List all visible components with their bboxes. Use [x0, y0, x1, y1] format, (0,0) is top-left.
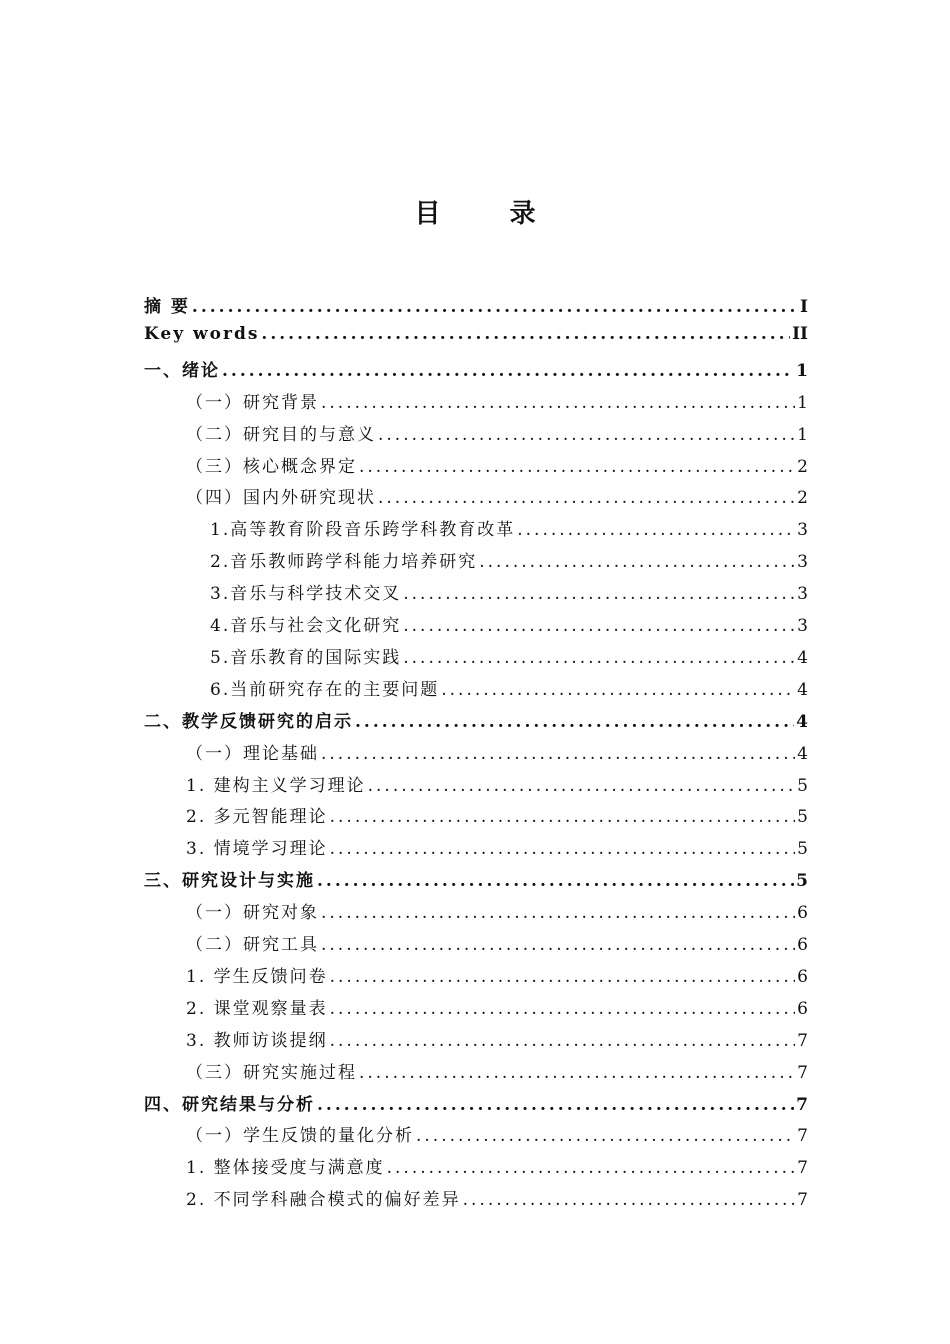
toc-entry-page-number: 5: [796, 871, 808, 891]
toc-entry-page-number: 2: [797, 488, 808, 508]
toc-entry[interactable]: [144, 292, 808, 316]
toc-entry[interactable]: [144, 324, 808, 348]
toc-entry-label: （四）国内外研究现状: [186, 488, 376, 508]
toc-leader-dots: [330, 967, 796, 987]
toc-entry-label: 2. 多元智能理论: [186, 807, 328, 827]
toc-entry-label: 2.音乐教师跨学科能力培养研究: [210, 552, 478, 572]
toc-entry[interactable]: [144, 356, 808, 380]
toc-entry-label: （三）研究实施过程: [186, 1063, 357, 1083]
toc-leader-dots: [317, 1095, 794, 1115]
toc-entry[interactable]: [186, 1026, 808, 1050]
toc-entry-page-number: 1: [796, 361, 808, 381]
toc-entry-page-number: 7: [797, 1190, 808, 1210]
toc-leader-dots: [517, 520, 795, 540]
toc-entry-label: 3.音乐与科学技术交叉: [210, 584, 402, 604]
toc-entry[interactable]: [186, 930, 808, 954]
toc-entry[interactable]: [144, 1090, 808, 1114]
toc-entry-label: （一）学生反馈的量化分析: [186, 1126, 414, 1146]
toc-leader-dots: [321, 393, 795, 413]
toc-entry-page-number: 4: [797, 744, 808, 764]
toc-entry-label: 三、研究设计与实施: [144, 871, 315, 891]
toc-entry-label: 3. 教师访谈提纲: [186, 1031, 328, 1051]
toc-leader-dots: [479, 552, 795, 572]
toc-entry-label: 1. 整体接受度与满意度: [186, 1158, 385, 1178]
toc-leader-dots: [317, 871, 794, 891]
toc-leader-dots: [330, 807, 796, 827]
toc-entry-label: 1. 学生反馈问卷: [186, 967, 328, 987]
toc-leader-dots: [355, 712, 794, 732]
toc-leader-dots: [321, 903, 795, 923]
toc-entry-label: （二）研究工具: [186, 935, 319, 955]
toc-leader-dots: [378, 425, 795, 445]
toc-entry[interactable]: [186, 834, 808, 858]
toc-entry-label: 5.音乐教育的国际实践: [210, 648, 402, 668]
toc-entry[interactable]: [186, 994, 808, 1018]
toc-leader-dots: [261, 324, 790, 344]
toc-entry[interactable]: [210, 611, 808, 635]
toc-entry[interactable]: [144, 707, 808, 731]
toc-entry[interactable]: [186, 1121, 808, 1145]
toc-entry[interactable]: [210, 515, 808, 539]
toc-entry-label: 一、绪论: [144, 361, 220, 381]
toc-entry-label: （二）研究目的与意义: [186, 425, 376, 445]
toc-entry[interactable]: [144, 866, 808, 890]
toc-entry-label: 2. 不同学科融合模式的偏好差异: [186, 1190, 461, 1210]
toc-leader-dots: [192, 297, 798, 317]
toc-leader-dots: [330, 839, 796, 859]
toc-entry-page-number: I: [800, 297, 808, 317]
toc-entry[interactable]: [186, 739, 808, 763]
toc-leader-dots: [387, 1158, 796, 1178]
toc-entry[interactable]: [210, 643, 808, 667]
toc-entry-page-number: 1: [797, 425, 808, 445]
toc-entry-page-number: 2: [797, 457, 808, 477]
toc-entry-page-number: 7: [797, 1158, 808, 1178]
toc-leader-dots: [403, 584, 795, 604]
toc-leader-dots: [378, 488, 795, 508]
toc-entry-label: 6.当前研究存在的主要问题: [210, 680, 440, 700]
toc-leader-dots: [441, 680, 795, 700]
toc-entry[interactable]: [186, 388, 808, 412]
toc-entry[interactable]: [186, 1185, 808, 1209]
toc-entry-page-number: 3: [797, 552, 808, 572]
toc-leader-dots: [403, 616, 795, 636]
toc-entry[interactable]: [186, 771, 808, 795]
toc-entry[interactable]: [186, 420, 808, 444]
toc-leader-dots: [321, 935, 795, 955]
toc-entry-label: （一）理论基础: [186, 744, 319, 764]
toc-entry-label: 4.音乐与社会文化研究: [210, 616, 402, 636]
page-title: 目 录: [414, 199, 566, 229]
toc-leader-dots: [403, 648, 795, 668]
toc-entry-label: 1. 建构主义学习理论: [186, 776, 366, 796]
toc-leader-dots: [330, 1031, 796, 1051]
toc-leader-dots: [463, 1190, 796, 1210]
toc-leader-dots: [359, 1063, 795, 1083]
toc-entry-page-number: 4: [797, 680, 808, 700]
toc-leader-dots: [359, 457, 795, 477]
toc-entry-page-number: 6: [797, 999, 808, 1019]
toc-entry-label: 3. 情境学习理论: [186, 839, 328, 859]
toc-entry-page-number: 7: [797, 1063, 808, 1083]
toc-entry[interactable]: [186, 962, 808, 986]
toc-entry-label: Key words: [144, 324, 260, 344]
toc-entry-page-number: 6: [797, 935, 808, 955]
toc-entry-label: 二、教学反馈研究的启示: [144, 712, 353, 732]
toc-entry[interactable]: [186, 898, 808, 922]
toc-entry-page-number: 3: [797, 616, 808, 636]
toc-entry-page-number: 6: [797, 903, 808, 923]
toc-leader-dots: [368, 776, 796, 796]
toc-leader-dots: [416, 1126, 795, 1146]
toc-entry-page-number: 3: [797, 584, 808, 604]
toc-entry[interactable]: [210, 675, 808, 699]
toc-entry[interactable]: [186, 802, 808, 826]
toc-leader-dots: [330, 999, 796, 1019]
toc-entry[interactable]: [210, 547, 808, 571]
toc-entry-label: （一）研究对象: [186, 903, 319, 923]
toc-entry-page-number: 5: [797, 776, 808, 796]
toc-leader-dots: [222, 361, 794, 381]
toc-entry-label: 四、研究结果与分析: [144, 1095, 315, 1115]
toc-entry-page-number: 6: [797, 967, 808, 987]
toc-entry[interactable]: [186, 1153, 808, 1177]
toc-entry[interactable]: [186, 1058, 808, 1082]
toc-entry[interactable]: [186, 452, 808, 476]
toc-entry-label: （一）研究背景: [186, 393, 319, 413]
toc-entry-page-number: 3: [797, 520, 808, 540]
toc-entry-page-number: 1: [797, 393, 808, 413]
toc-entry-page-number: 7: [797, 1031, 808, 1051]
toc-entry-page-number: II: [792, 324, 808, 344]
toc-entry-label: 1.高等教育阶段音乐跨学科教育改革: [210, 520, 516, 540]
toc-entry-page-number: 5: [797, 839, 808, 859]
toc-entry[interactable]: [210, 579, 808, 603]
toc-entry-page-number: 7: [797, 1126, 808, 1146]
toc-entry-page-number: 4: [796, 712, 808, 732]
toc-entry-label: （三）核心概念界定: [186, 457, 357, 477]
toc-entry-label: 摘 要: [144, 297, 190, 317]
toc-leader-dots: [321, 744, 795, 764]
toc-entry[interactable]: [186, 483, 808, 507]
toc-entry-page-number: 5: [797, 807, 808, 827]
toc-entry-label: 2. 课堂观察量表: [186, 999, 328, 1019]
toc-entry-page-number: 4: [797, 648, 808, 668]
toc-entry-page-number: 7: [796, 1095, 808, 1115]
